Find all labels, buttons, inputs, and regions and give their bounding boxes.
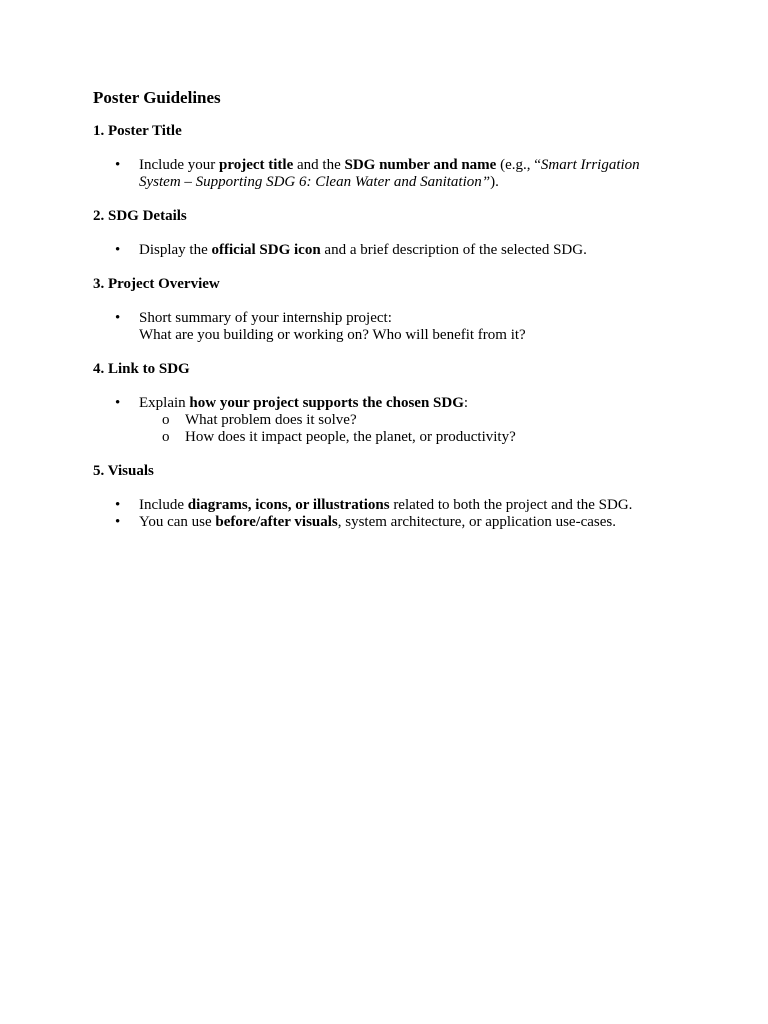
bullet-marker: • [115,157,121,173]
bullet-marker: • [115,514,121,530]
section-heading-sdg-details: 2. SDG Details [93,208,187,224]
sub-bullet-marker: o [162,412,170,428]
text-run: : [463,395,469,411]
section-heading-poster-title: 1. Poster Title [93,123,182,139]
section-heading-visuals: 5. Visuals [93,463,154,479]
bullet-list-poster-title [93,157,708,191]
section-heading-project-overview: 3. Project Overview [93,276,220,292]
text-run: related to both the project and the SDG. [389,497,633,513]
bullet-marker: • [115,310,121,326]
bullet-list-link-to-sdg [93,395,708,446]
bold-text-run: project title [218,157,294,173]
text-run: ). [490,174,499,190]
bold-text-run: official SDG icon [211,242,321,258]
bullet-marker: • [115,395,121,411]
text-run: Include [139,497,188,513]
section-heading-link-to-sdg: 4. Link to SDG [93,361,190,377]
bullet-marker: • [115,497,121,513]
bold-text-run: before/after visuals [215,514,338,530]
text-run: , system architecture, or application use-cases. [337,514,616,530]
bold-text-run: diagrams, icons, or illustrations [187,497,390,513]
page-title: Poster Guidelines [93,88,221,107]
text-run: How does it impact people, the planet, or productivity? [185,429,516,445]
text-line: What are you building or working on? Who will benefit from it? [139,327,526,343]
sub-list-item [139,412,679,429]
sub-bullet-marker: o [162,429,170,445]
list-item [93,310,679,344]
text-run: You can use [139,514,216,530]
bold-text-run: SDG number and name [344,157,497,173]
sub-list-item [139,429,679,446]
text-run: Explain [139,395,190,411]
list-item [93,395,679,446]
bullet-list-visuals [93,497,708,531]
italic-text-run: Smart Irrigation System – Supporting SDG 6: Clean Water and Sanitation” [139,157,640,190]
bullet-marker: • [115,242,121,258]
bullet-list-project-overview [93,310,708,344]
list-item [93,157,679,191]
text-run: and the [293,157,345,173]
list-item [93,514,679,531]
sub-bullet-list [139,412,679,446]
text-line: Short summary of your internship project: [139,310,392,326]
text-run: Include your [139,157,219,173]
text-run: Display the [139,242,212,258]
bullet-list-sdg-details [93,242,708,259]
list-item [93,497,679,514]
bold-text-run: how your project supports the chosen SDG [189,395,464,411]
text-run: What problem does it solve? [185,412,357,428]
list-item [93,242,679,259]
text-run: (e.g., “ [496,157,541,173]
text-run: and a brief description of the selected SDG. [320,242,587,258]
